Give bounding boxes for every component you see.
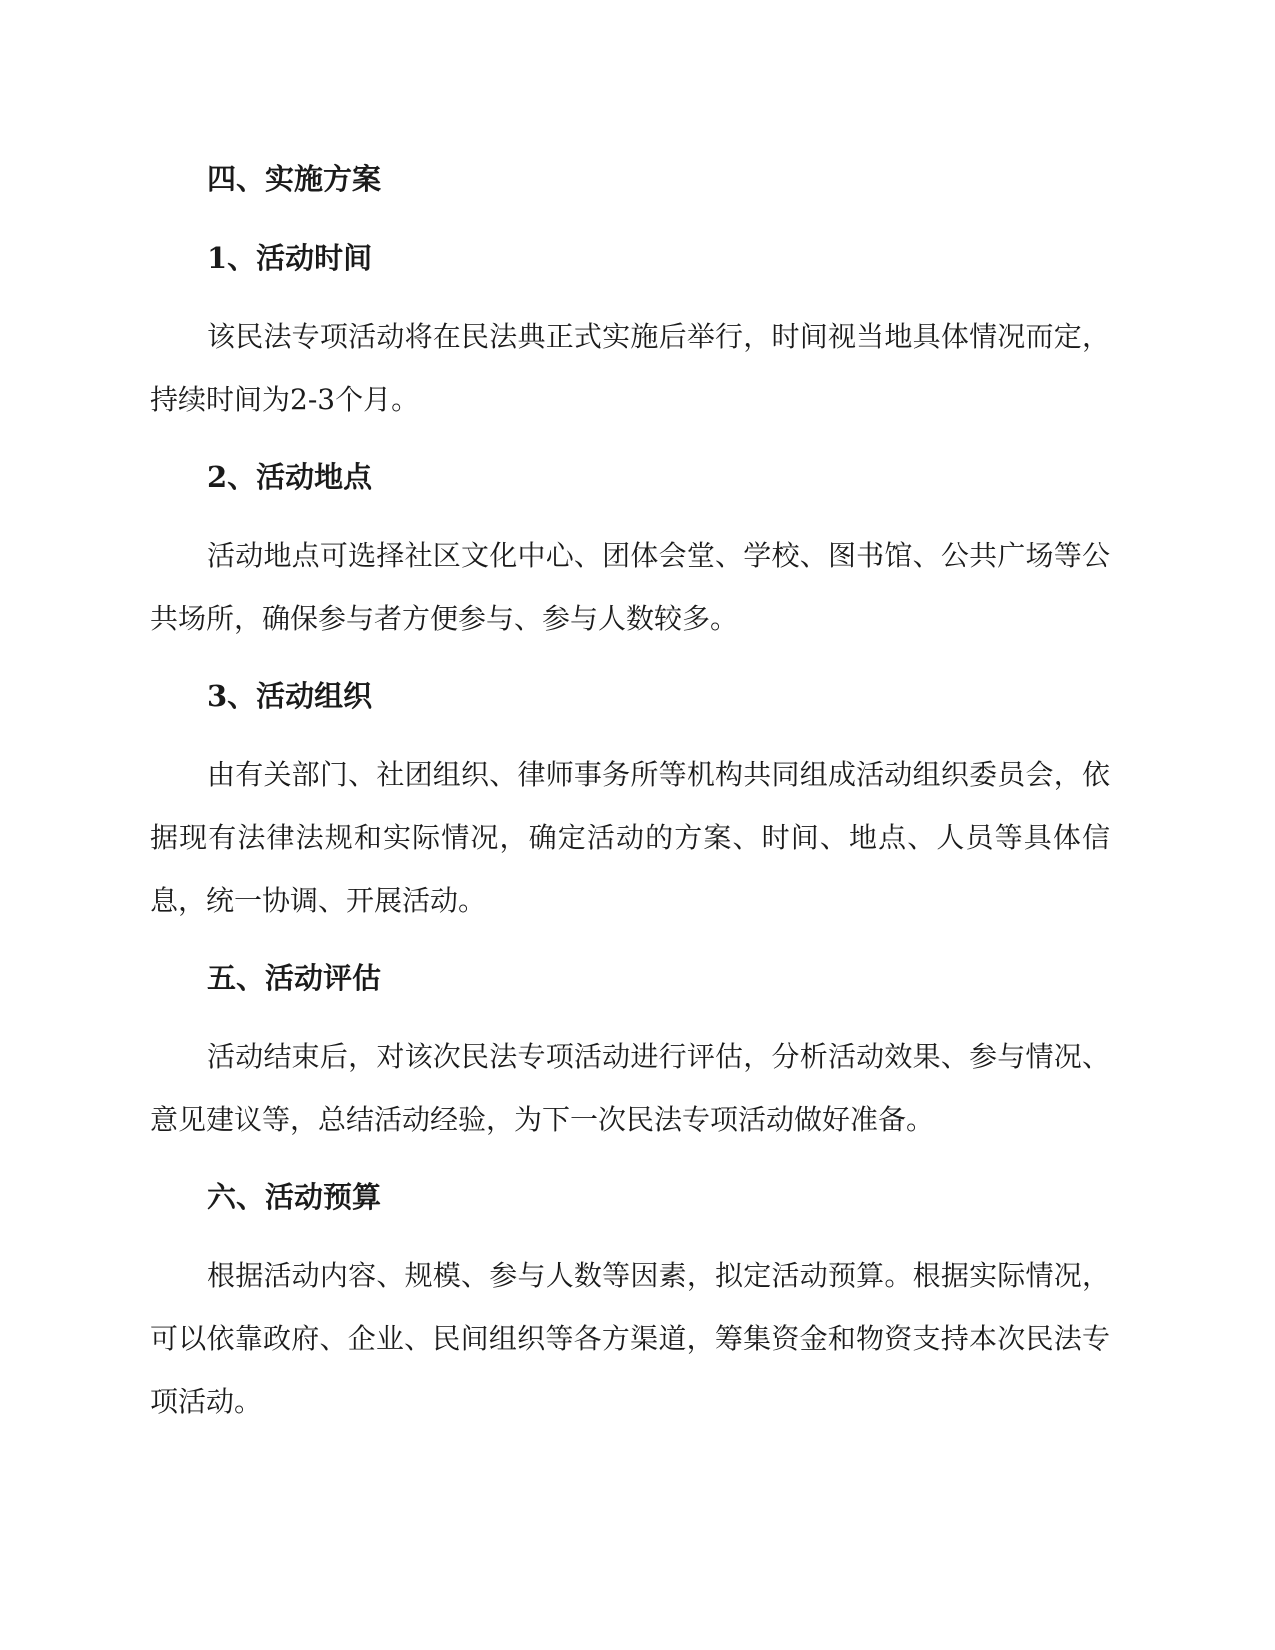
subheading-activity-location: 2、活动地点 [207,460,373,494]
section-heading-implementation: 四、实施方案 [207,162,382,196]
paragraph-budget: 根据活动内容、规模、参与人数等因素，拟定活动预算。根据实际情况，可以依靠政府、企业、民间组织等各方渠道，筹集资金和物资支持本次民法专项活动。 [150,1259,1110,1418]
paragraph-activity-organization: 由有关部门、社团组织、律师事务所等机构共同组成活动组织委员会，依据现有法律法规和实际情况，确定活动的方案、时间、地点、人员等具体信息，统一协调、开展活动。 [150,758,1110,917]
section-heading-budget: 六、活动预算 [207,1180,382,1214]
subheading-activity-organization: 3、活动组织 [207,679,373,713]
paragraph-activity-time: 该民法专项活动将在民法典正式实施后举行，时间视当地具体情况而定，持续时间为2-3个月。 [150,320,1110,416]
paragraph-activity-location: 活动地点可选择社区文化中心、团体会堂、学校、图书馆、公共广场等公共场所，确保参与者方便参与、参与人数较多。 [150,539,1110,635]
subheading-activity-time: 1、活动时间 [207,241,373,275]
document-body [150,147,1110,1433]
paragraph-evaluation: 活动结束后，对该次民法专项活动进行评估，分析活动效果、参与情况、意见建议等，总结活动经验，为下一次民法专项活动做好准备。 [150,1040,1110,1136]
section-heading-evaluation: 五、活动评估 [207,961,382,995]
